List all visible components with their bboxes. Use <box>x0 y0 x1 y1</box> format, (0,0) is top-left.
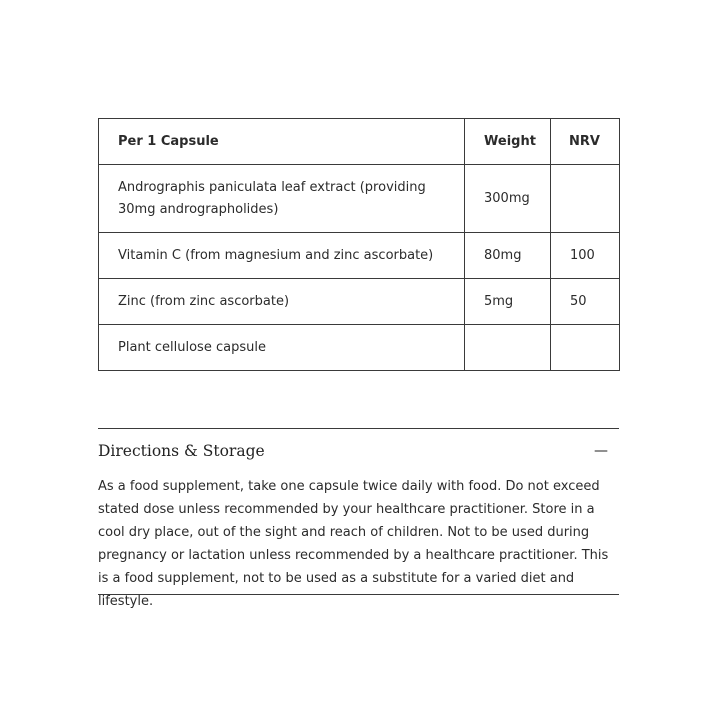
ingredient-weight <box>465 325 551 371</box>
minus-icon: — <box>594 443 608 459</box>
directions-storage-heading[interactable]: Directions & Storage <box>98 442 265 460</box>
ingredient-nrv: 100 <box>551 233 620 279</box>
ingredient-weight: 80mg <box>465 233 551 279</box>
ingredient-name: Zinc (from zinc ascorbate) <box>99 279 465 325</box>
section-divider-top <box>98 428 619 429</box>
section-divider-bottom <box>98 594 619 595</box>
ingredient-nrv <box>551 165 620 233</box>
directions-text: As a food supplement, take one capsule twice daily with food. Do not exceed stated dose unless recommended by your healthcare practitioner. Store in a cool dry place, out of the sight and reach of children. Not to be used during pregnancy or lactation unless recommended by a healthcare practitioner. This is a food supplement, not to be used as a substitute for a varied diet and lifestyle. <box>98 479 609 609</box>
ingredient-name: Andrographis paniculata leaf extract (providing 30mg andrographolides) <box>99 165 465 233</box>
ingredient-weight: 300mg <box>465 165 551 233</box>
header-nrv: NRV <box>551 119 620 165</box>
header-per-capsule: Per 1 Capsule <box>99 119 465 165</box>
header-weight: Weight <box>465 119 551 165</box>
collapse-toggle-button[interactable] <box>591 440 611 462</box>
ingredient-name: Plant cellulose capsule <box>99 325 465 371</box>
table-row <box>99 165 620 233</box>
table-row <box>99 233 620 279</box>
table-row <box>99 325 620 371</box>
nutrition-table <box>98 118 620 371</box>
table-header-row <box>99 119 620 165</box>
table-row <box>99 279 620 325</box>
ingredient-weight: 5mg <box>465 279 551 325</box>
ingredient-nrv <box>551 325 620 371</box>
ingredient-name: Vitamin C (from magnesium and zinc ascorbate) <box>99 233 465 279</box>
ingredient-nrv: 50 <box>551 279 620 325</box>
